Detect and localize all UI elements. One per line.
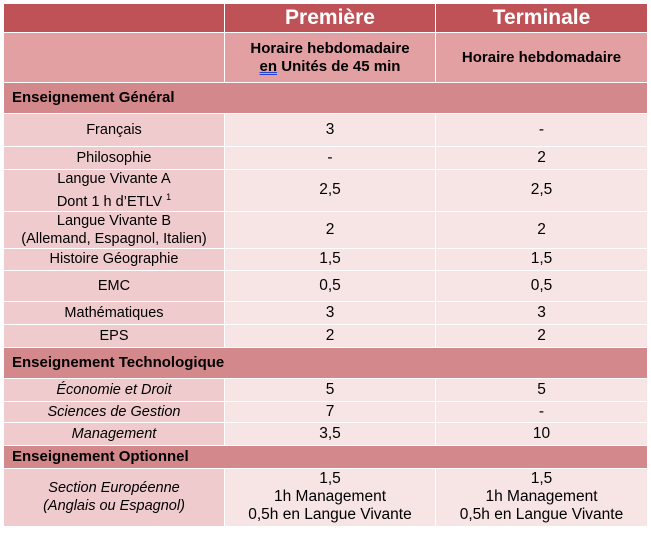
row-premiere: 0,5 xyxy=(225,270,436,301)
row-label: Français xyxy=(4,114,225,147)
subheader-premiere-line1: Horaire hebdomadaire xyxy=(250,39,410,57)
row-premiere: 3 xyxy=(225,114,436,147)
row-label xyxy=(4,211,225,248)
row-label: Économie et Droit xyxy=(4,378,225,401)
row-label: Philosophie xyxy=(4,147,225,170)
subheader-premiere-underlined: en xyxy=(259,57,278,75)
subheader-terminale: Horaire hebdomadaire xyxy=(436,33,648,83)
row-label xyxy=(4,170,225,212)
value-line: 1h Management xyxy=(273,488,387,506)
value-line: 0,5h en Langue Vivante xyxy=(248,506,412,524)
value-line: 1h Management xyxy=(485,488,598,506)
subheader-premiere-line2: Unités de 45 min xyxy=(277,57,401,75)
row-label-line1: Langue Vivante A xyxy=(57,171,171,187)
row-premiere: 3 xyxy=(225,301,436,324)
row-terminale: 5 xyxy=(436,378,648,401)
value-line: 1,5 xyxy=(530,470,553,488)
row-label-line1: Langue Vivante B xyxy=(56,212,172,229)
table-row xyxy=(4,170,648,212)
row-premiere: 2,5 xyxy=(225,170,436,212)
table-row xyxy=(4,114,648,147)
table-row xyxy=(4,401,648,422)
row-terminale: 2 xyxy=(436,211,648,248)
row-label: Management xyxy=(4,422,225,445)
section-option-row xyxy=(4,445,648,468)
row-label: Histoire Géographie xyxy=(4,248,225,270)
row-label-line2: (Anglais ou Espagnol) xyxy=(43,498,185,515)
row-premiere: 2 xyxy=(225,324,436,347)
subheader-premiere xyxy=(225,33,436,83)
row-terminale: - xyxy=(436,114,648,147)
table-row xyxy=(4,422,648,445)
section-techno-row xyxy=(4,347,648,378)
row-premiere xyxy=(225,468,436,526)
subheader-row xyxy=(4,33,648,83)
header-corner xyxy=(4,4,225,33)
section-techno: Enseignement Technologique xyxy=(4,347,648,378)
value-line: 0,5h en Langue Vivante xyxy=(459,506,624,524)
header-premiere: Première xyxy=(225,4,436,33)
table-row xyxy=(4,468,648,526)
footnote-marker: 1 xyxy=(166,192,172,202)
row-label-line2: Dont 1 h d’ETLV xyxy=(56,193,163,210)
row-terminale: 10 xyxy=(436,422,648,445)
row-terminale: 0,5 xyxy=(436,270,648,301)
row-terminale: 2,5 xyxy=(436,170,648,212)
row-premiere: 7 xyxy=(225,401,436,422)
row-terminale: 2 xyxy=(436,147,648,170)
row-label: EPS xyxy=(4,324,225,347)
table-row xyxy=(4,270,648,301)
table-row xyxy=(4,211,648,248)
row-terminale: 2 xyxy=(436,324,648,347)
row-premiere: 2 xyxy=(225,211,436,248)
section-option: Enseignement Optionnel xyxy=(4,445,648,468)
row-label-line2: (Allemand, Espagnol, Italien) xyxy=(21,230,207,247)
subheader-empty xyxy=(4,33,225,83)
row-label: Sciences de Gestion xyxy=(4,401,225,422)
row-terminale: 1,5 xyxy=(436,248,648,270)
row-premiere: 3,5 xyxy=(225,422,436,445)
row-terminale xyxy=(436,468,648,526)
section-general-row xyxy=(4,83,648,114)
table-row xyxy=(4,301,648,324)
row-terminale: - xyxy=(436,401,648,422)
value-line: 1,5 xyxy=(319,470,341,488)
header-terminale: Terminale xyxy=(436,4,648,33)
row-label xyxy=(4,468,225,526)
row-premiere: 1,5 xyxy=(225,248,436,270)
header-row xyxy=(4,4,648,33)
row-label: EMC xyxy=(4,270,225,301)
table-row xyxy=(4,378,648,401)
schedule-table xyxy=(3,3,648,527)
row-premiere: 5 xyxy=(225,378,436,401)
section-general: Enseignement Général xyxy=(4,83,648,114)
row-label: Mathématiques xyxy=(4,301,225,324)
row-label-line1: Section Européenne xyxy=(48,480,180,497)
table-row xyxy=(4,248,648,270)
table-row xyxy=(4,147,648,170)
table-row xyxy=(4,324,648,347)
row-premiere: - xyxy=(225,147,436,170)
row-terminale: 3 xyxy=(436,301,648,324)
